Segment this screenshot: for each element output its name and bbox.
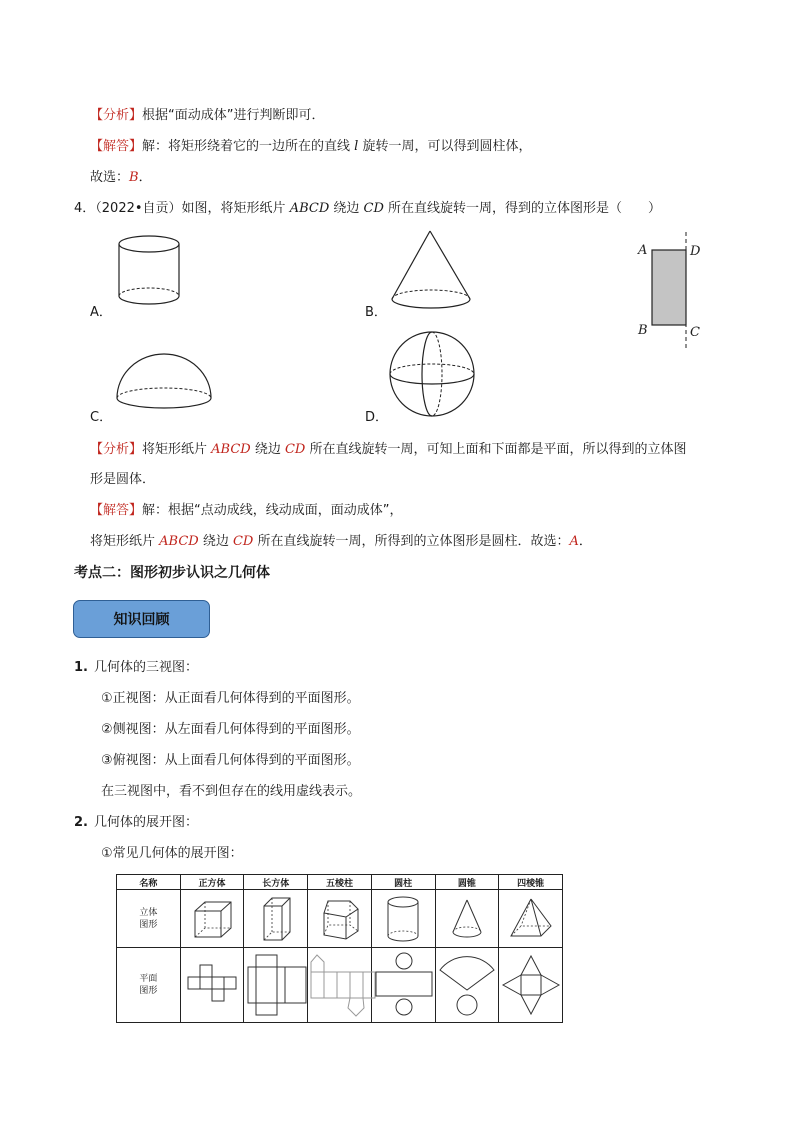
label-c: C — [690, 325, 700, 340]
option-d-label[interactable]: D． — [365, 410, 389, 425]
question-text-c: 所在直线旋转一周，得到的立体图形是（ ） — [383, 201, 662, 216]
answer4-solution-line — [90, 499, 403, 518]
var-cd: CD — [363, 201, 384, 216]
question-text-a: 如图，将矩形纸片 — [181, 201, 290, 216]
table-row-nets — [117, 948, 563, 1023]
line3-letter: A — [569, 534, 579, 549]
table-row-solids — [117, 890, 563, 948]
pentagonal-prism-solid-icon — [316, 895, 362, 943]
cone-net-icon — [436, 950, 498, 1020]
choice-prefix: 故选： — [90, 170, 130, 185]
section-title: 考点二：图形初步认识之几何体 — [74, 565, 270, 581]
question-source: （2022•自贡） — [95, 201, 182, 216]
prev-choice-line — [90, 166, 152, 185]
header-cube: 正方体 — [180, 875, 244, 890]
cell-cylinder-solid — [371, 890, 435, 948]
line3-a: 将矩形纸片 — [90, 534, 160, 549]
item1-num: 1. — [74, 660, 88, 675]
line3-end: ． — [578, 534, 592, 549]
header-cuboid: 长方体 — [244, 875, 308, 890]
solution-tag: 【解答】 — [90, 139, 143, 154]
analysis-c: 所在直线旋转一周，可知上面和下面都是平面，所以得到的立体图 — [305, 442, 687, 457]
answer4-analysis-line1 — [90, 438, 687, 457]
square-pyramid-solid-icon — [507, 896, 555, 942]
geometry-nets-table — [116, 874, 563, 1023]
rectangle-abcd-figure — [636, 232, 706, 348]
option-b-label[interactable]: B． — [365, 305, 387, 320]
row-label-solid-line2: 图形 — [139, 919, 158, 930]
cell-cylinder-net — [371, 948, 435, 1023]
cell-square-pyramid-net — [499, 948, 563, 1023]
item2-num: 2. — [74, 815, 88, 830]
cell-pentagonal-prism-net — [308, 948, 372, 1023]
line3-c: 所在直线旋转一周，所得到的立体图形是圆柱．故选： — [253, 534, 570, 549]
var-abcd: ABCD — [289, 201, 330, 216]
cube-solid-icon — [189, 897, 235, 941]
item2-sub1: ①常见几何体的展开图： — [101, 846, 243, 861]
analysis-tag: 【分析】 — [90, 442, 143, 457]
cylinder-figure — [115, 234, 185, 304]
row-label-net — [117, 948, 181, 1023]
item1-title: 几何体的三视图： — [93, 660, 198, 675]
header-name: 名称 — [117, 875, 181, 890]
cube-net-icon — [184, 960, 240, 1010]
line3-b: 绕边 — [198, 534, 233, 549]
solution-tag: 【解答】 — [90, 503, 143, 518]
knowledge-review-badge: 知识回顾 — [73, 600, 210, 638]
item2-title: 几何体的展开图： — [93, 815, 198, 830]
option-c-label[interactable]: C． — [90, 410, 113, 425]
line3-abcd: ABCD — [159, 534, 199, 549]
header-square-pyramid: 四棱锥 — [499, 875, 563, 890]
sphere-figure — [388, 330, 478, 418]
question-4 — [74, 197, 661, 216]
cell-cuboid-net — [244, 948, 308, 1023]
cylinder-net-icon — [372, 950, 436, 1020]
cone-figure — [388, 229, 478, 311]
analysis-abcd: ABCD — [211, 442, 251, 457]
question-text-b: 绕边 — [329, 201, 364, 216]
item1-line — [74, 656, 198, 675]
cell-square-pyramid-solid — [499, 890, 563, 948]
row-label-net-line1: 平面 — [139, 974, 158, 984]
analysis-a: 将矩形纸片 — [142, 442, 212, 457]
item2-line — [74, 811, 198, 830]
view-top: ③俯视图：从上面看几何体得到的平面图形。 — [101, 753, 360, 768]
choice-letter: B — [129, 170, 139, 185]
cell-cube-net — [180, 948, 244, 1023]
cell-cuboid-solid — [244, 890, 308, 948]
analysis-text: 根据“面动成体”进行判断即可． — [142, 108, 325, 123]
row-label-solid-line1: 立体 — [139, 907, 158, 918]
prev-solution-line — [90, 135, 531, 154]
cell-cube-solid — [180, 890, 244, 948]
cell-cone-net — [435, 948, 499, 1023]
solution-suffix: 旋转一周，可以得到圆柱体， — [358, 139, 532, 154]
label-b: B — [638, 323, 648, 338]
answer4-analysis-line2: 形是圆体． — [90, 472, 156, 487]
choice-end: ． — [138, 170, 152, 185]
square-pyramid-net-icon — [500, 952, 562, 1018]
row-label-net-line2: 图形 — [139, 986, 158, 996]
label-d: D — [690, 244, 701, 259]
pentagonal-prism-net-icon — [308, 950, 378, 1020]
cell-cone-solid — [435, 890, 499, 948]
question-number: 4． — [74, 201, 96, 216]
cone-solid-icon — [449, 896, 485, 942]
analysis-cd: CD — [284, 442, 306, 457]
cell-pentagonal-prism-solid — [308, 890, 372, 948]
header-cylinder: 圆柱 — [371, 875, 435, 890]
hemisphere-figure — [114, 352, 214, 414]
view-note: 在三视图中，看不到但存在的线用虚线表示。 — [101, 784, 362, 799]
option-a-label[interactable]: A． — [90, 305, 112, 320]
view-side: ②侧视图：从左面看几何体得到的平面图形。 — [101, 722, 360, 737]
row-label-solid — [117, 890, 181, 948]
cylinder-solid-icon — [384, 894, 422, 944]
table-header-row — [117, 875, 563, 890]
header-pentagonal-prism: 五棱柱 — [308, 875, 372, 890]
answer4-solution-line3 — [90, 530, 592, 549]
cuboid-net-icon — [244, 951, 310, 1019]
solution-var: l — [354, 139, 359, 154]
analysis-b: 绕边 — [250, 442, 285, 457]
solution-text: 解：根据“点动成线，线动成面，面动成体”， — [142, 503, 403, 518]
label-a: A — [638, 243, 648, 258]
line3-cd: CD — [232, 534, 254, 549]
analysis-tag: 【分析】 — [90, 108, 143, 123]
header-cone: 圆锥 — [435, 875, 499, 890]
view-front: ①正视图：从正面看几何体得到的平面图形。 — [101, 691, 360, 706]
cuboid-solid-icon — [256, 894, 296, 944]
solution-prefix: 解：将矩形绕着它的一边所在的直线 — [142, 139, 355, 154]
prev-analysis-line — [90, 104, 325, 123]
